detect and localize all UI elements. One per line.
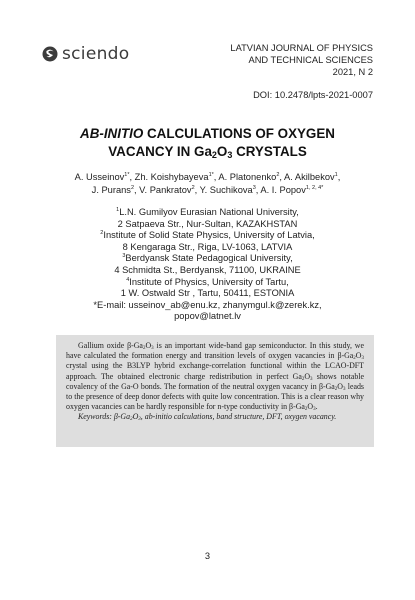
author-line2 xyxy=(0,184,415,197)
affil-mark: 3 xyxy=(122,253,126,260)
affil-text: Berdyansk State Pedagogical University, xyxy=(125,253,293,264)
author: , A. Platonenko xyxy=(213,172,277,182)
author: A. Usseinov xyxy=(74,172,125,182)
affiliation-line xyxy=(0,207,415,219)
title-text: CRYSTALS xyxy=(232,144,307,159)
affil-text: Institute of Solid State Physics, University of Latvia, xyxy=(103,230,315,241)
affil-mark: 4 xyxy=(126,276,130,283)
author-list xyxy=(0,171,415,196)
author-affil-mark: 1* xyxy=(124,172,130,178)
affiliation-line: 2 Satpaeva Str., Nur-Sultan, KAZAKHSTAN xyxy=(117,218,298,229)
journal-name-line2: AND TECHNICAL SCIENCES xyxy=(248,55,373,65)
affil-mark: 1 xyxy=(116,207,120,213)
author-affil-mark: 1 xyxy=(334,172,338,178)
journal-name-line1: LATVIAN JOURNAL OF PHYSICS xyxy=(230,43,373,53)
author: , Y. Suchikova xyxy=(194,184,253,195)
author-affil-mark: 2 xyxy=(191,184,195,191)
affiliation-line xyxy=(0,277,415,289)
author: , V. Pankratov xyxy=(134,184,192,195)
page-number: 3 xyxy=(204,551,211,561)
affiliation-line: 1 W. Ostwald Str , Tartu, 50411, ESTONIA xyxy=(120,288,295,299)
title-subscript: 2 xyxy=(211,150,217,160)
title-text: VACANCY IN Ga xyxy=(108,144,212,159)
title-italic: AB-INITIO xyxy=(80,126,144,141)
title-text: CALCULATIONS OF OXYGEN xyxy=(143,126,335,141)
sciendo-logo-icon xyxy=(42,46,58,62)
keywords: Keywords: $\beta-Ga_2O_3$, ab-initio calculations, band structure, DFT, oxygen vacancy. xyxy=(78,412,337,423)
affiliations xyxy=(0,207,415,323)
author-affil-mark: 3 xyxy=(252,184,256,191)
abstract-box xyxy=(56,335,374,447)
author: , A. I. Popov xyxy=(255,184,306,195)
author-affil-mark: 2 xyxy=(130,184,135,191)
keywords-label: Keywords: xyxy=(78,412,112,422)
affiliation-line: 4 Schmidta St., Berdyansk, 71100, UKRAINE xyxy=(114,264,301,275)
sciendo-logo xyxy=(42,44,129,64)
title-line2 xyxy=(0,143,415,161)
author: J. Purans xyxy=(91,184,131,195)
author-affil-mark: 1* xyxy=(208,172,214,178)
email-line[interactable]: *E-mail: usseinov_ab@enu.kz, zhanymgul.k@zerek.kz, xyxy=(93,299,322,310)
author-affil-mark: 1, 2, 4* xyxy=(305,184,324,191)
author: , A. Akilbekov xyxy=(279,172,335,182)
affiliation-line xyxy=(0,253,415,265)
author-sep: , xyxy=(337,172,341,182)
affil-text: L.N. Gumilyov Eurasian National University, xyxy=(119,207,299,217)
email-line[interactable]: popov@latnet.lv xyxy=(174,311,241,322)
author-affil-mark: 2 xyxy=(276,172,280,178)
affil-mark: 2 xyxy=(100,230,104,237)
abstract-text: Gallium oxide $\beta-Ga_2O_3$ is an important wide-band gap semiconductor. In this study, we have calculated the formation energy and transition levels of oxygen vacancies in $\beta-Ga_2O_3$ crystal using the B3LYP hybrid exchange-correlation functional within the LCAO-DFT approach. The obtained electronic charge redistribution in perfect $Ga_2O_3$ shows notable covalency of the Ga-O bonds. The formation of the neutral oxygen vacancy in $\beta-Ga_2O_3$ leads to the presence of deep donor defects with quite low concentration. This is a clear reason why oxygen vacancies can be hardly responsible for n-type conductivity in $\beta-Ga_2O_3$. xyxy=(66,341,365,413)
affil-text: Institute of Physics, University of Tartu, xyxy=(129,276,289,287)
author-line1 xyxy=(0,171,415,184)
affiliation-line xyxy=(0,230,415,242)
journal-issue: 2021, N 2 xyxy=(332,67,373,77)
title-text: O xyxy=(216,144,228,159)
journal-info xyxy=(230,42,373,78)
title-line1 xyxy=(0,125,415,143)
affiliation-line: 8 Kengaraga Str., Riga, LV-1063, LATVIA xyxy=(122,241,293,252)
author: , Zh. Koishybayeva xyxy=(129,172,209,182)
logo-wordmark: sciendo xyxy=(62,44,130,64)
title-subscript: 3 xyxy=(227,150,233,160)
doi-link[interactable]: DOI: 10.2478/lpts-2021-0007 xyxy=(253,90,373,100)
paper-title xyxy=(0,125,415,161)
